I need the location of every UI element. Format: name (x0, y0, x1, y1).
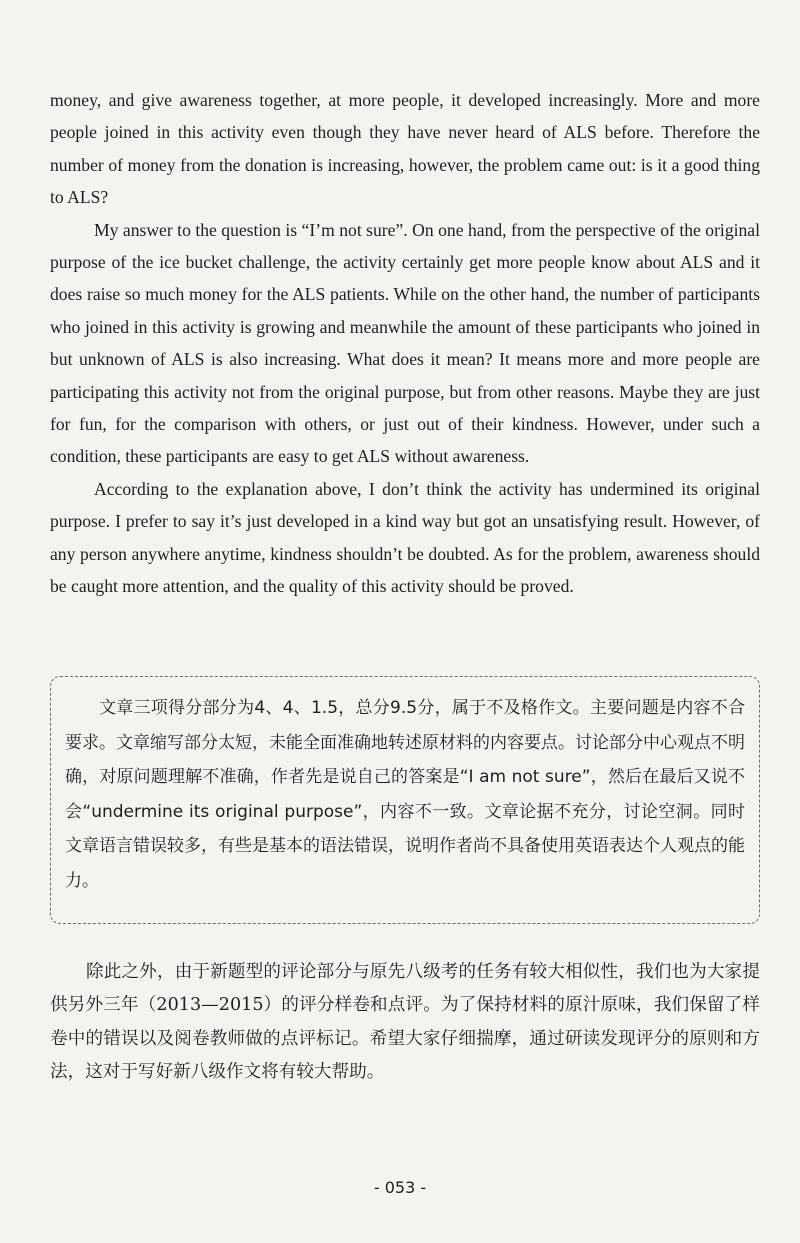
section-intro (50, 956, 760, 1090)
section-intro-text: 除此之外，由于新题型的评论部分与原先八级考的任务有较大相似性，我们也为大家提供另外三年（2013—2015）的评分样卷和点评。为了保持材料的原汁原味，我们保留了样卷中的错误以及阅卷教师做的点评标记。希望大家仔细揣摩，通过研读发现评分的原则和方法，这对于写好新八级作文将有较大帮助。 (50, 962, 760, 1083)
grader-comment-box (50, 676, 760, 924)
grader-comment-text: 文章三项得分部分为4、4、1.5，总分9.5分，属于不及格作文。主要问题是内容不合要求。文章缩写部分太短，未能全面准确地转述原材料的内容要点。讨论部分中心观点不明确，对原问题理解不准确，作者先是说自己的答案是“I am not sure”，然后在最后又说不会“undermine its original purpose”，内容不一致。文章论据不充分，讨论空洞。同时文章语言错误较多，有些是基本的语法错误，说明作者尚不具备使用英语表达个人观点的能力。 (65, 698, 745, 891)
page-number: - 053 - (373, 1178, 427, 1197)
essay-paragraph-1: money, and give awareness together, at more people, it developed increasingly. More and more people joined in this activity even though they have never heard of ALS before. Therefore the number of money from the donation is increasing, however, the problem came out: is it a good thing to ALS? (50, 90, 760, 208)
essay-paragraph-3: According to the explanation above, I don’t think the activity has undermined its original purpose. I prefer to say it’s just developed in a kind way but got an unsatisfying result. However, of any person anywhere anytime, kindness shouldn’t be doubted. As for the problem, awareness should be caught more attention, and the quality of this activity should be proved. (50, 478, 760, 597)
sample-essay (50, 84, 760, 603)
essay-paragraph-2: My answer to the question is “I’m not sure”. On one hand, from the perspective of the original purpose of the ice bucket challenge, the activity certainly get more people know about ALS and it does raise so much money for the ALS patients. While on the other hand, the number of participants who joined in this activity is growing and meanwhile the amount of these participants who joined in but unknown of ALS is also increasing. What does it mean? It means more and more people are participating this activity not from the original purpose, but from other reasons. Maybe they are just for fun, for the comparison with others, or just out of their kindness. However, under such a condition, these participants are easy to get ALS without awareness. (50, 219, 760, 467)
